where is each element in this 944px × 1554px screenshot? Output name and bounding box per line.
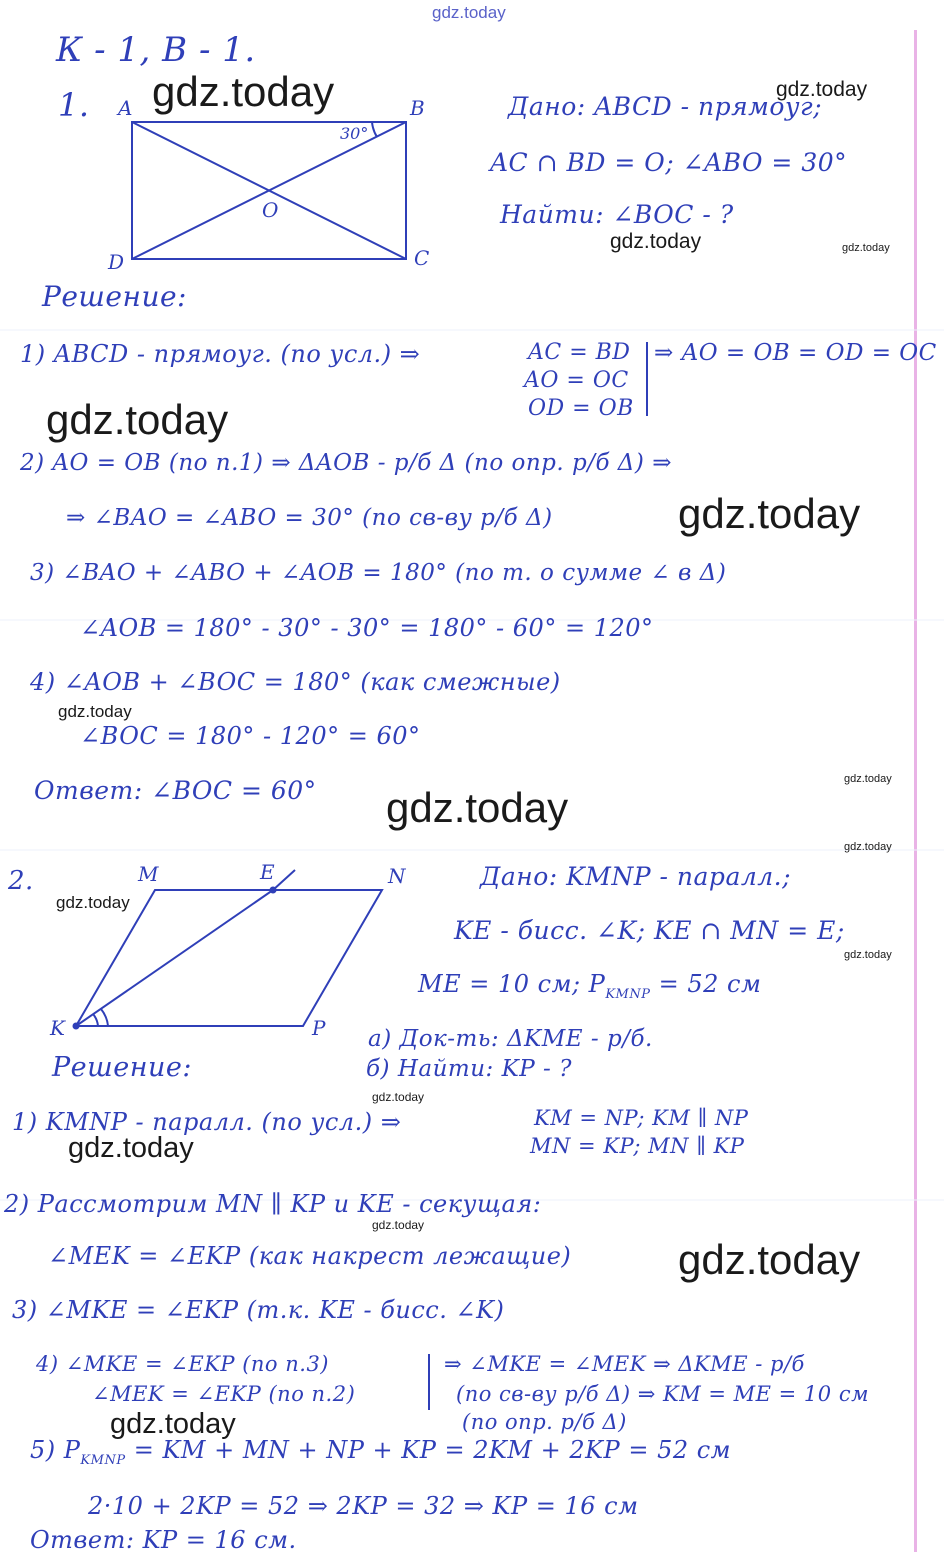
task2-step5-line2: 2·10 + 2KP = 52 ⇒ 2KP = 32 ⇒ KP = 16 см [88, 1492, 639, 1520]
watermark: gdz.today [844, 949, 892, 961]
task1-solution-title: Решение: [42, 280, 187, 313]
task1-given-line1: Дано: ABCD - прямоуг; [508, 92, 823, 121]
vertex-d: D [108, 250, 125, 274]
vertex-m: M [138, 862, 159, 886]
task2-step3: 3) ∠MKE = ∠EKP (т.к. KE - бисс. ∠K) [12, 1296, 505, 1324]
step4-brace [428, 1354, 430, 1410]
task2-step4-left2: ∠MEK = ∠EKP (по п.2) [92, 1382, 356, 1406]
task2-given-line2: KE - бисс. ∠K; KE ∩ MN = E; [454, 916, 845, 945]
watermark-top: gdz.today [432, 3, 506, 22]
step5-start: 5) P [30, 1436, 81, 1464]
task1-step3-line1: 3) ∠BAO + ∠ABO + ∠AOB = 180° (по т. о сумме ∠ в Δ) [30, 560, 727, 586]
variant-header: К - 1, В - 1. [56, 30, 256, 70]
step5-subscript: KMNP [80, 1452, 126, 1468]
watermark: gdz.today [46, 396, 229, 443]
perimeter-subscript: KMNP [605, 986, 651, 1002]
task1-given-line2: AC ∩ BD = O; ∠ABO = 30° [490, 148, 848, 177]
me-perimeter-text: ME = 10 см; P [418, 970, 606, 998]
watermark: gdz.today [372, 1090, 425, 1104]
task2-step4-right3: (по опр. р/б Δ) [462, 1410, 627, 1434]
angle-label: 30° [340, 124, 369, 143]
vertex-o: O [262, 198, 279, 222]
watermark: gdz.today [152, 68, 335, 115]
task2-given-line1: Дано: KMNP - паралл.; [480, 862, 792, 891]
watermark: gdz.today [610, 230, 702, 253]
vertex-b: B [410, 96, 425, 120]
vertex-n: N [388, 864, 406, 888]
watermark: gdz.today [56, 893, 130, 912]
task1-step4-line1: 4) ∠AOB + ∠BOC = 180° (как смежные) [30, 668, 561, 696]
watermark: gdz.today [844, 841, 892, 853]
task2-number: 2. [8, 866, 34, 896]
watermark: gdz.today [844, 773, 892, 785]
task2-prove: а) Док-ть: ΔKME - р/б. [368, 1026, 653, 1052]
task1-answer: Ответ: ∠BOC = 60° [34, 776, 317, 805]
task2-step1-right2: MN = KP; MN ∥ KP [530, 1134, 745, 1158]
task1-step3-line2: ∠AOB = 180° - 30° - 30° = 180° - 60° = 120° [80, 614, 654, 642]
step5-equation: = KM + MN + NP + KP = 2KM + 2KP = 52 см [125, 1436, 732, 1464]
watermark: gdz.today [58, 702, 132, 721]
watermark: gdz.today [678, 1236, 861, 1283]
task2-step4-right1: ⇒ ∠MKE = ∠MEK ⇒ ΔKME - р/б [444, 1352, 805, 1376]
task1-step2-line1: 2) AO = OB (по п.1) ⇒ ΔAOB - р/б Δ (по опр. р/б Δ) ⇒ [20, 450, 672, 476]
task2-step2-line2: ∠MEK = ∠EKP (как накрест лежащие) [48, 1242, 572, 1270]
vertex-a: A [118, 96, 133, 120]
task1-step4-line2: ∠BOC = 180° - 120° = 60° [80, 722, 421, 750]
task1-step1-mid1: AC = BD [528, 340, 631, 365]
task1-step1-mid3: OD = OB [528, 396, 634, 421]
vertex-p: P [312, 1016, 326, 1040]
task1-find: Найти: ∠BOC - ? [500, 200, 734, 229]
task2-find: б) Найти: KP - ? [366, 1056, 572, 1082]
watermark: gdz.today [372, 1218, 425, 1232]
task1-step1-mid2: AO = OC [524, 368, 629, 393]
task1-step1-right: ⇒ AO = OB = OD = OC [654, 340, 937, 366]
task1-step2-line2: ⇒ ∠BAO = ∠ABO = 30° (по св-ву р/б Δ) [66, 505, 553, 531]
task1-number: 1. [58, 86, 90, 124]
task2-step1-right1: KM = NP; KM ∥ NP [534, 1106, 749, 1130]
vertex-e: E [260, 860, 275, 884]
watermark: gdz.today [776, 78, 868, 101]
task2-step4-right2: (по св-ву р/б Δ) ⇒ KM = ME = 10 см [456, 1382, 869, 1406]
vertex-k: K [50, 1016, 65, 1040]
task1-step1-left: 1) ABCD - прямоуг. (по усл.) ⇒ [20, 340, 421, 368]
watermark: gdz.today [386, 784, 569, 831]
task2-answer: Ответ: KP = 16 см. [30, 1526, 297, 1554]
task2-step1-left: 1) KMNP - паралл. (по усл.) ⇒ [12, 1108, 402, 1136]
perimeter-value: = 52 см [650, 970, 762, 998]
task2-given-line3 [418, 970, 761, 1002]
watermark: gdz.today [110, 1408, 236, 1440]
vertex-c: C [414, 246, 430, 270]
task2-step4-left1: 4) ∠MKE = ∠EKP (по п.3) [36, 1352, 330, 1376]
watermark: gdz.today [68, 1132, 194, 1164]
watermark: gdz.today [678, 490, 861, 537]
watermark: gdz.today [842, 242, 890, 254]
task2-step2-line1: 2) Рассмотрим MN ∥ KP и KE - секущая: [4, 1190, 542, 1218]
task2-solution-title: Решение: [52, 1052, 192, 1083]
